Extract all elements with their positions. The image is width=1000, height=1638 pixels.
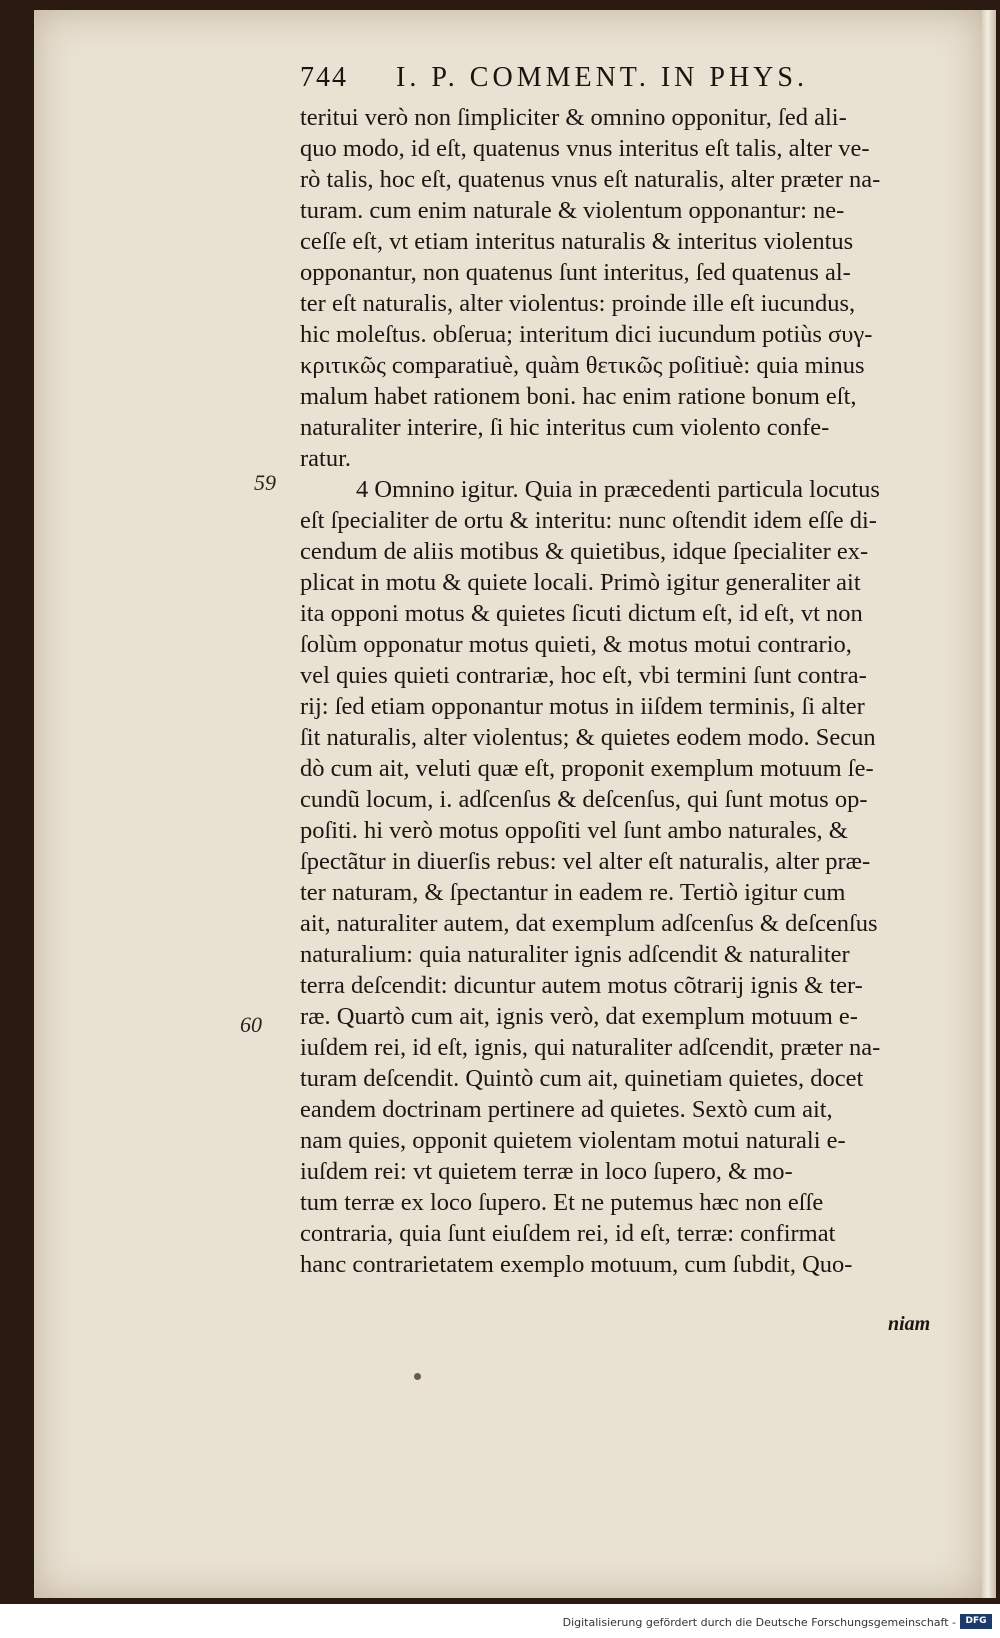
text-line: κριτικῶς comparatiuè, quàm θετικῶς poſitiuè: quia minus xyxy=(300,352,865,379)
text-line: opponantur, non quatenus ſunt interitus, ſed quatenus al- xyxy=(300,259,851,286)
running-title: I. P. COMMENT. IN PHYS. xyxy=(396,62,808,93)
text-line: teritui verò non ſimpliciter & omnino opponitur, ſed ali- xyxy=(300,104,847,131)
funding-credit: Digitalisierung gefördert durch die Deutsche Forschungsgemeinschaft - xyxy=(562,1616,956,1629)
text-line: plicat in motu & quiete locali. Primò igitur generaliter ait xyxy=(300,569,861,596)
margin-number: 60 xyxy=(240,1012,262,1037)
text-line: ter eſt naturalis, alter violentus: proinde ille eſt iucundus, xyxy=(300,290,856,317)
text-line: poſiti. hi verò motus oppoſiti vel ſunt ambo naturales, & xyxy=(300,817,848,844)
text-line: hanc contrarietatem exemplo motuum, cum ſubdit, Quo- xyxy=(300,1251,853,1278)
commentary-text xyxy=(300,102,960,1280)
text-line: ita opponi motus & quietes ſicuti dictum eſt, id eſt, vt non xyxy=(300,600,863,627)
text-line: eſt ſpecialiter de ortu & interitu: nunc oſtendit idem eſſe di- xyxy=(300,507,877,534)
text-line: ceſſe eſt, vt etiam interitus naturalis & interitus violentus xyxy=(300,228,854,255)
text-line: ait, naturaliter autem, dat exemplum adſcenſus & deſcenſus xyxy=(300,910,878,937)
text-line: hic moleſtus. obſerua; interitum dici iucundum potiùs συγ- xyxy=(300,321,873,348)
ink-spot xyxy=(414,1373,421,1380)
text-line: ſpectãtur in diuerſis rebus: vel alter eſt naturalis, alter præ- xyxy=(300,848,871,875)
text-line: naturalium: quia naturaliter ignis adſcendit & naturaliter xyxy=(300,941,850,968)
text-line: contraria, quia ſunt eiuſdem rei, id eſt, terræ: confirmat xyxy=(300,1220,836,1247)
text-line: vel quies quieti contrariæ, hoc eſt, vbi termini ſunt contra- xyxy=(300,662,867,689)
page-header xyxy=(300,62,900,102)
text-line: cendum de aliis motibus & quietibus, idque ſpecialiter ex- xyxy=(300,538,869,565)
text-line: iuſdem rei: vt quietem terræ in loco ſupero, & mo- xyxy=(300,1158,793,1185)
text-line: eandem doctrinam pertinere ad quietes. Sextò cum ait, xyxy=(300,1096,833,1123)
text-line: naturaliter interire, ſi hic interitus cum violento confe- xyxy=(300,414,830,441)
text-line: rij: ſed etiam opponantur motus in iiſdem terminis, ſi alter xyxy=(300,693,865,720)
text-line: turam deſcendit. Quintò cum ait, quinetiam quietes, docet xyxy=(300,1065,864,1092)
text-line: ſolùm opponatur motus quieti, & motus motui contrario, xyxy=(300,631,852,658)
text-line: terra deſcendit: dicuntur autem motus cõtrarij ignis & ter- xyxy=(300,972,863,999)
text-line: quo modo, id eſt, quatenus vnus interitus eſt talis, alter ve- xyxy=(300,135,870,162)
page-number: 744 xyxy=(300,62,348,93)
text-line: ræ. Quartò cum ait, ignis verò, dat exemplum motuum e- xyxy=(300,1003,858,1030)
section-start-line: 4 Omnino igitur. Quia in præcedenti particula locutus xyxy=(356,476,880,503)
dfg-logo: DFG xyxy=(960,1614,992,1629)
text-line: ter naturam, & ſpectantur in eadem re. Tertiò igitur cum xyxy=(300,879,846,906)
text-line: rò talis, hoc eſt, quatenus vnus eſt naturalis, alter præter na- xyxy=(300,166,881,193)
page-edge xyxy=(982,10,996,1598)
text-line: dò cum ait, veluti quæ eſt, proponit exemplum motuum ſe- xyxy=(300,755,874,782)
text-line: nam quies, opponit quietem violentam motui naturali e- xyxy=(300,1127,846,1154)
footer-bar xyxy=(0,1608,1000,1638)
text-line: malum habet rationem boni. hac enim ratione bonum eſt, xyxy=(300,383,857,410)
text-line: iuſdem rei, id eſt, ignis, qui naturaliter adſcendit, præter na- xyxy=(300,1034,881,1061)
catchword: niam xyxy=(888,1313,931,1335)
margin-number: 59 xyxy=(254,470,276,495)
text-line: turam. cum enim naturale & violentum opponantur: ne- xyxy=(300,197,845,224)
text-line: tum terræ ex loco ſupero. Et ne putemus hæc non eſſe xyxy=(300,1189,824,1216)
text-line: ratur. xyxy=(300,445,352,472)
text-line: cundũ locum, i. adſcenſus & deſcenſus, qui ſunt motus op- xyxy=(300,786,868,813)
text-line: ſit naturalis, alter violentus; & quietes eodem modo. Secun xyxy=(300,724,876,751)
